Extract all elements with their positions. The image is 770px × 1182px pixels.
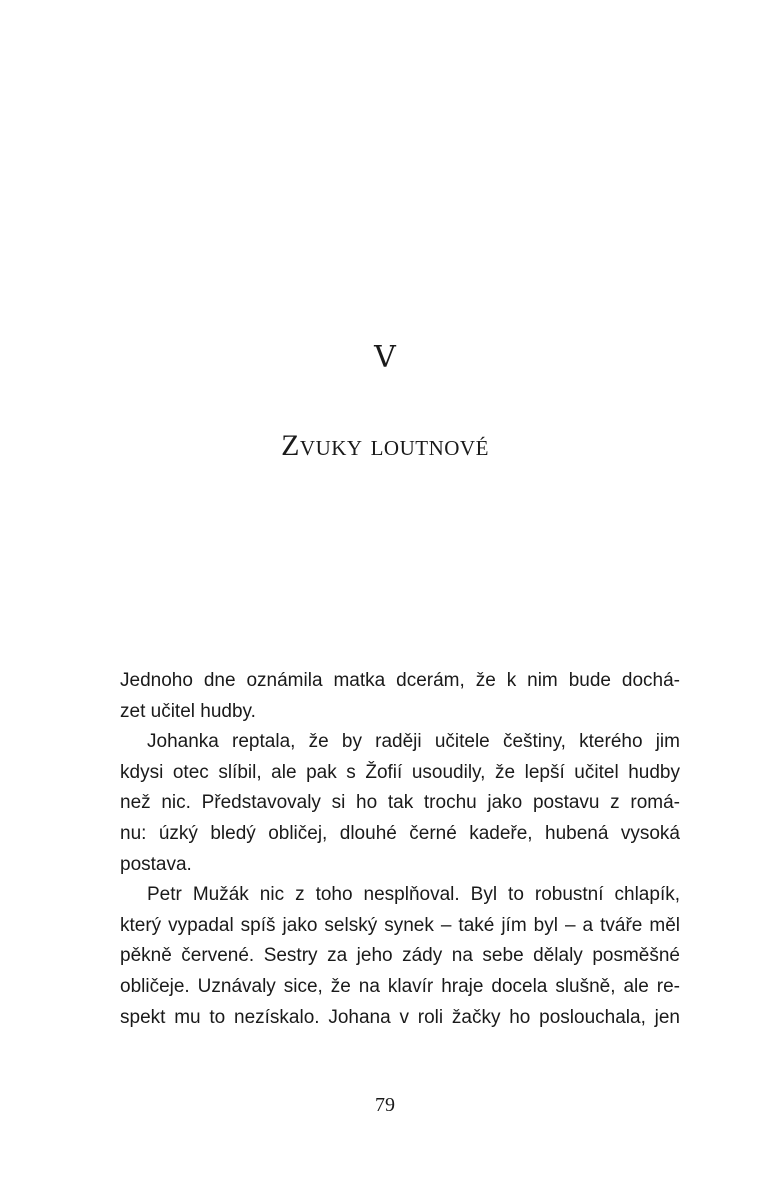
- text-line: pěkně červené. Sestry za jeho zády na sebe dělaly posměšné: [120, 945, 680, 967]
- text-line: postava.: [120, 853, 192, 875]
- text-line: zet učitel hudby.: [120, 700, 256, 722]
- chapter-title: Zvuky loutnové: [281, 429, 489, 462]
- text-line: který vypadal spíš jako selský synek – také jím byl – a tváře měl: [120, 914, 680, 936]
- text-line: spekt mu to nezískalo. Johana v roli žačky ho poslouchala, jen: [120, 1006, 680, 1028]
- text-line: než nic. Představovaly si ho tak trochu jako postavu z romá-: [120, 792, 680, 814]
- body-text: [120, 666, 680, 1033]
- text-line: kdysi otec slíbil, ale pak s Žofií usoudily, že lepší učitel hudby: [120, 761, 680, 783]
- text-line: obličeje. Uznávaly sice, že na klavír hraje docela slušně, ale re-: [120, 975, 680, 997]
- text-line: Petr Mužák nic z toho nesplňoval. Byl to robustní chlapík,: [147, 884, 680, 906]
- chapter-number: V: [374, 340, 396, 375]
- text-line: Jednoho dne oznámila matka dcerám, že k nim bude dochá-: [120, 670, 680, 691]
- text-line: nu: úzký bledý obličej, dlouhé černé kadeře, hubená vysoká: [120, 822, 680, 844]
- text-line: Johanka reptala, že by raději učitele češtiny, kterého jim: [147, 731, 680, 753]
- page-number: 79: [375, 1094, 395, 1116]
